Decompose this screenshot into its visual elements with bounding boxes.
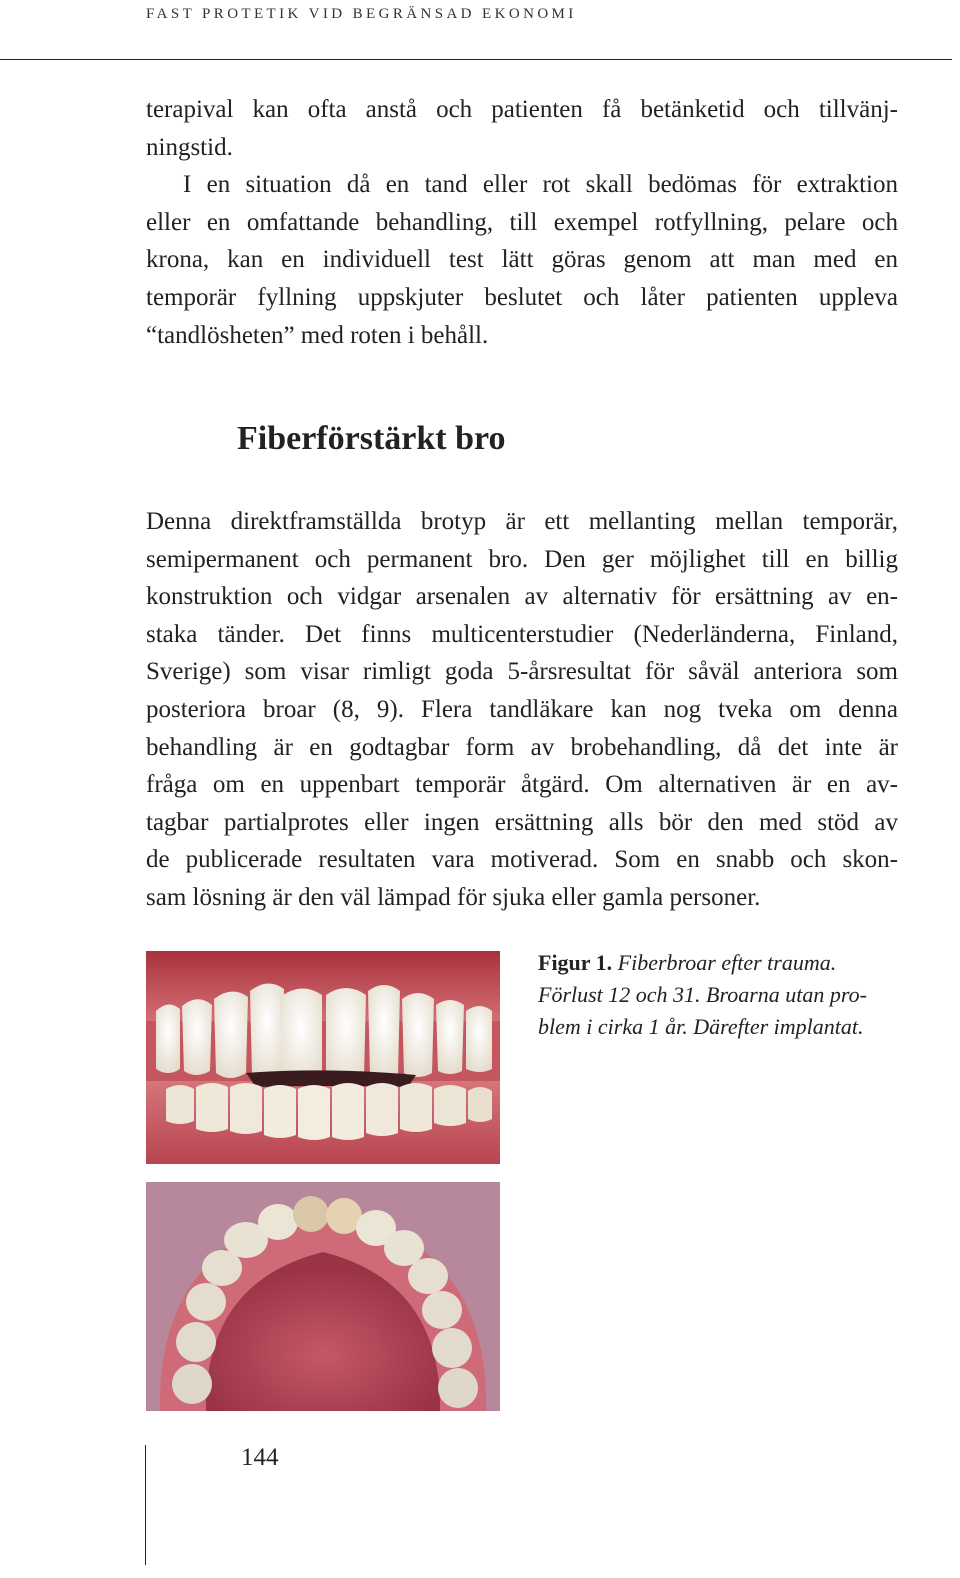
dental-photo-frontal: [146, 951, 500, 1164]
text-line: staka tänder. Det finns multicenterstudier (Nederländerna, Finland,: [146, 620, 898, 648]
text-line: temporär fyllning uppskjuter beslutet och låter patienten uppleva: [146, 283, 898, 311]
text-line: I en situation då en tand eller rot skall bedömas för extraktion: [183, 171, 898, 199]
text-line: terapival kan ofta anstå och patienten få betänketid och tillvänj-: [146, 96, 898, 123]
text-line: semipermanent och permanent bro. Den ger möjlighet till en billig: [146, 545, 898, 573]
page-number: 144: [241, 1444, 279, 1471]
text-line: posteriora broar (8, 9). Flera tandläkare kan nog tveka om denna: [146, 695, 898, 723]
section-heading: Fiberförstärkt bro: [237, 420, 506, 457]
paragraph-intro: [146, 91, 898, 354]
text-line: de publicerade resultaten vara motiverad. Som en snabb och skon-: [146, 846, 898, 874]
text-line: konstruktion och vidgar arsenalen av alternativ för ersättning av en-: [146, 583, 898, 611]
figure-caption: [538, 947, 908, 1043]
text-line: eller en omfattande behandling, till exempel rotfyllning, pelare och: [146, 208, 898, 236]
paragraph-fiber-bridge: [146, 503, 898, 917]
text-line: Sverige) som visar rimligt goda 5-årsresultat för såväl anteriora som: [146, 658, 898, 686]
text-line: tagbar partialprotes eller ingen ersättning alls bör den med stöd av: [146, 808, 898, 836]
footer-rule: [145, 1445, 146, 1565]
text-line: “tandlösheten” med roten i behåll.: [146, 321, 489, 349]
text-line: behandling är en godtagbar form av brobehandling, då det inte är: [146, 733, 898, 761]
running-header: FAST PROTETIK VID BEGRÄNSAD EKONOMI: [146, 6, 577, 22]
text-line: ningstid.: [146, 133, 233, 161]
caption-line: Förlust 12 och 31. Broarna utan pro-: [538, 982, 867, 1007]
caption-line: Fiberbroar efter trauma.: [617, 950, 837, 975]
text-line: Denna direktframställda brotyp är ett mellanting mellan temporär,: [146, 508, 898, 535]
dental-photo-occlusal: [146, 1182, 500, 1411]
header-rule: [0, 59, 952, 60]
caption-line: blem i cirka 1 år. Därefter implantat.: [538, 1014, 864, 1039]
figure-label: Figur 1.: [538, 950, 613, 975]
text-line: krona, kan en individuell test lätt göras genom att man med en: [146, 246, 898, 274]
text-line: sam lösning är den väl lämpad för sjuka eller gamla personer.: [146, 883, 761, 911]
text-line: fråga om en uppenbart temporär åtgärd. Om alternativen är en av-: [146, 771, 898, 799]
